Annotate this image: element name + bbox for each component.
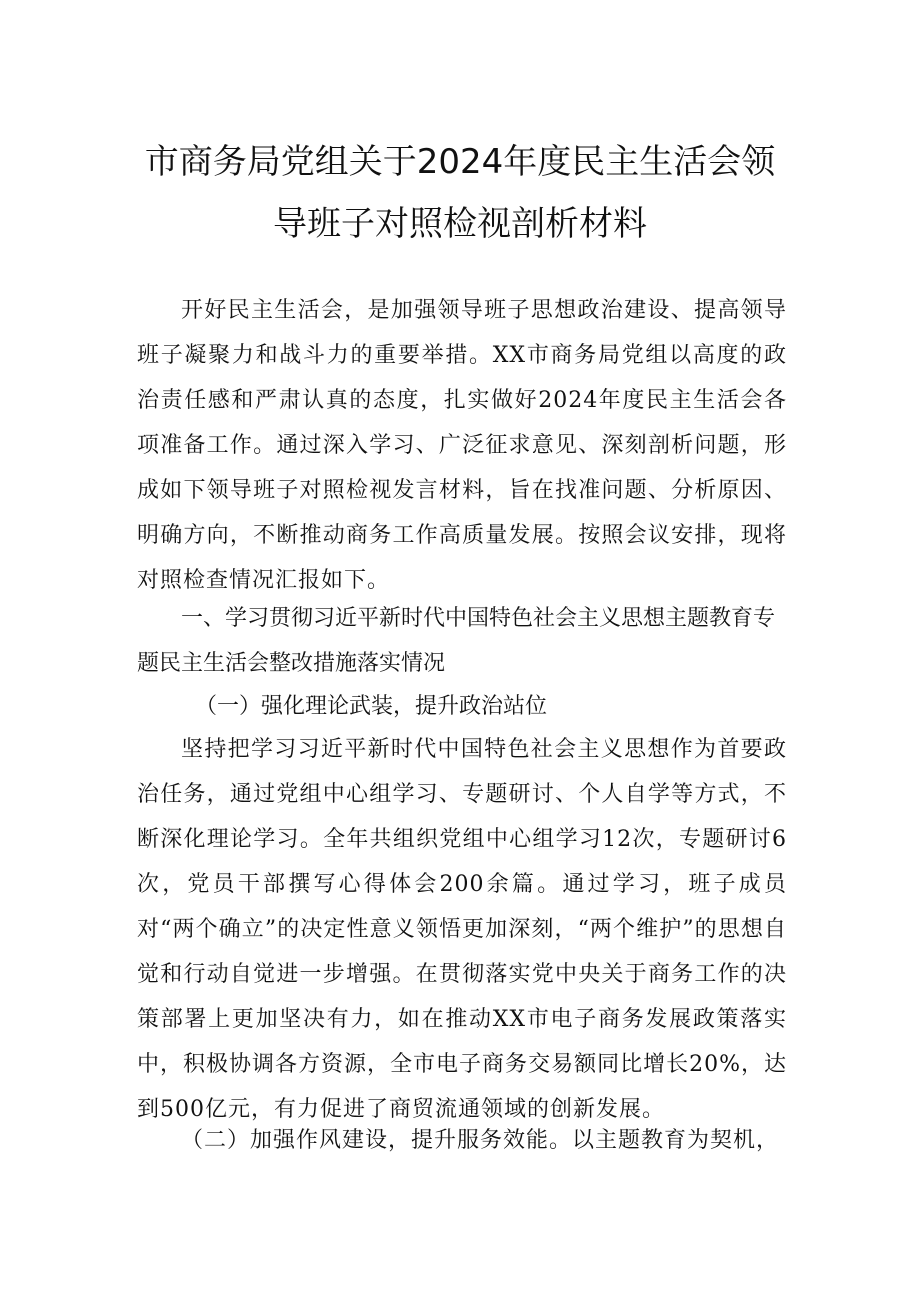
document-title-line2: 导班子对照检视剖析材料 [273, 204, 647, 244]
subsection-2-paragraph: （二）加强作风建设，提升服务效能。以主题教育为契机， [181, 1128, 780, 1153]
subsection-1-paragraph: 坚持把学习习近平新时代中国特色社会主义思想作为首要政治任务，通过党组中心组学习、专题研讨、个人自学等方式，不断深化理论学习。全年共组织党组中心组学习12次，专题研讨6次，党员干部撰写心得体会200余篇。通过学习，班子成员对“两个确立”的决定性意义领悟更加深刻，“两个维护”的思想自觉和行动自觉进一步增强。在贯彻落实党中央关于商务工作的决策部署上更加坚决有力，如在推动XX市电子商务发展政策落实中，积极协调各方资源，全市电子商务交易额同比增长20%，达到500亿元，有力促进了商贸流通领域的创新发展。 [137, 737, 787, 1122]
document-title-line1: 市商务局党组关于2024年度民主生活会领 [144, 142, 776, 182]
intro-paragraph: 开好民主生活会，是加强领导班子思想政治建设、提高领导班子凝聚力和战斗力的重要举措。XX市商务局党组以高度的政治责任感和严肃认真的态度，扎实做好2024年度民主生活会各项准备工作。通过深入学习、广泛征求意见、深刻剖析问题，形成如下领导班子对照检视发言材料，旨在找准问题、分析原因、明确方向，不断推动商务工作高质量发展。按照会议安排，现将对照检查情况汇报如下。 [137, 298, 787, 593]
subsection-heading-1: （一）强化理论武装，提升政治站位 [195, 694, 548, 719]
section-heading-1: 一、学习贯彻习近平新时代中国特色社会主义思想主题教育专题民主生活会整改措施落实情况 [137, 606, 776, 676]
